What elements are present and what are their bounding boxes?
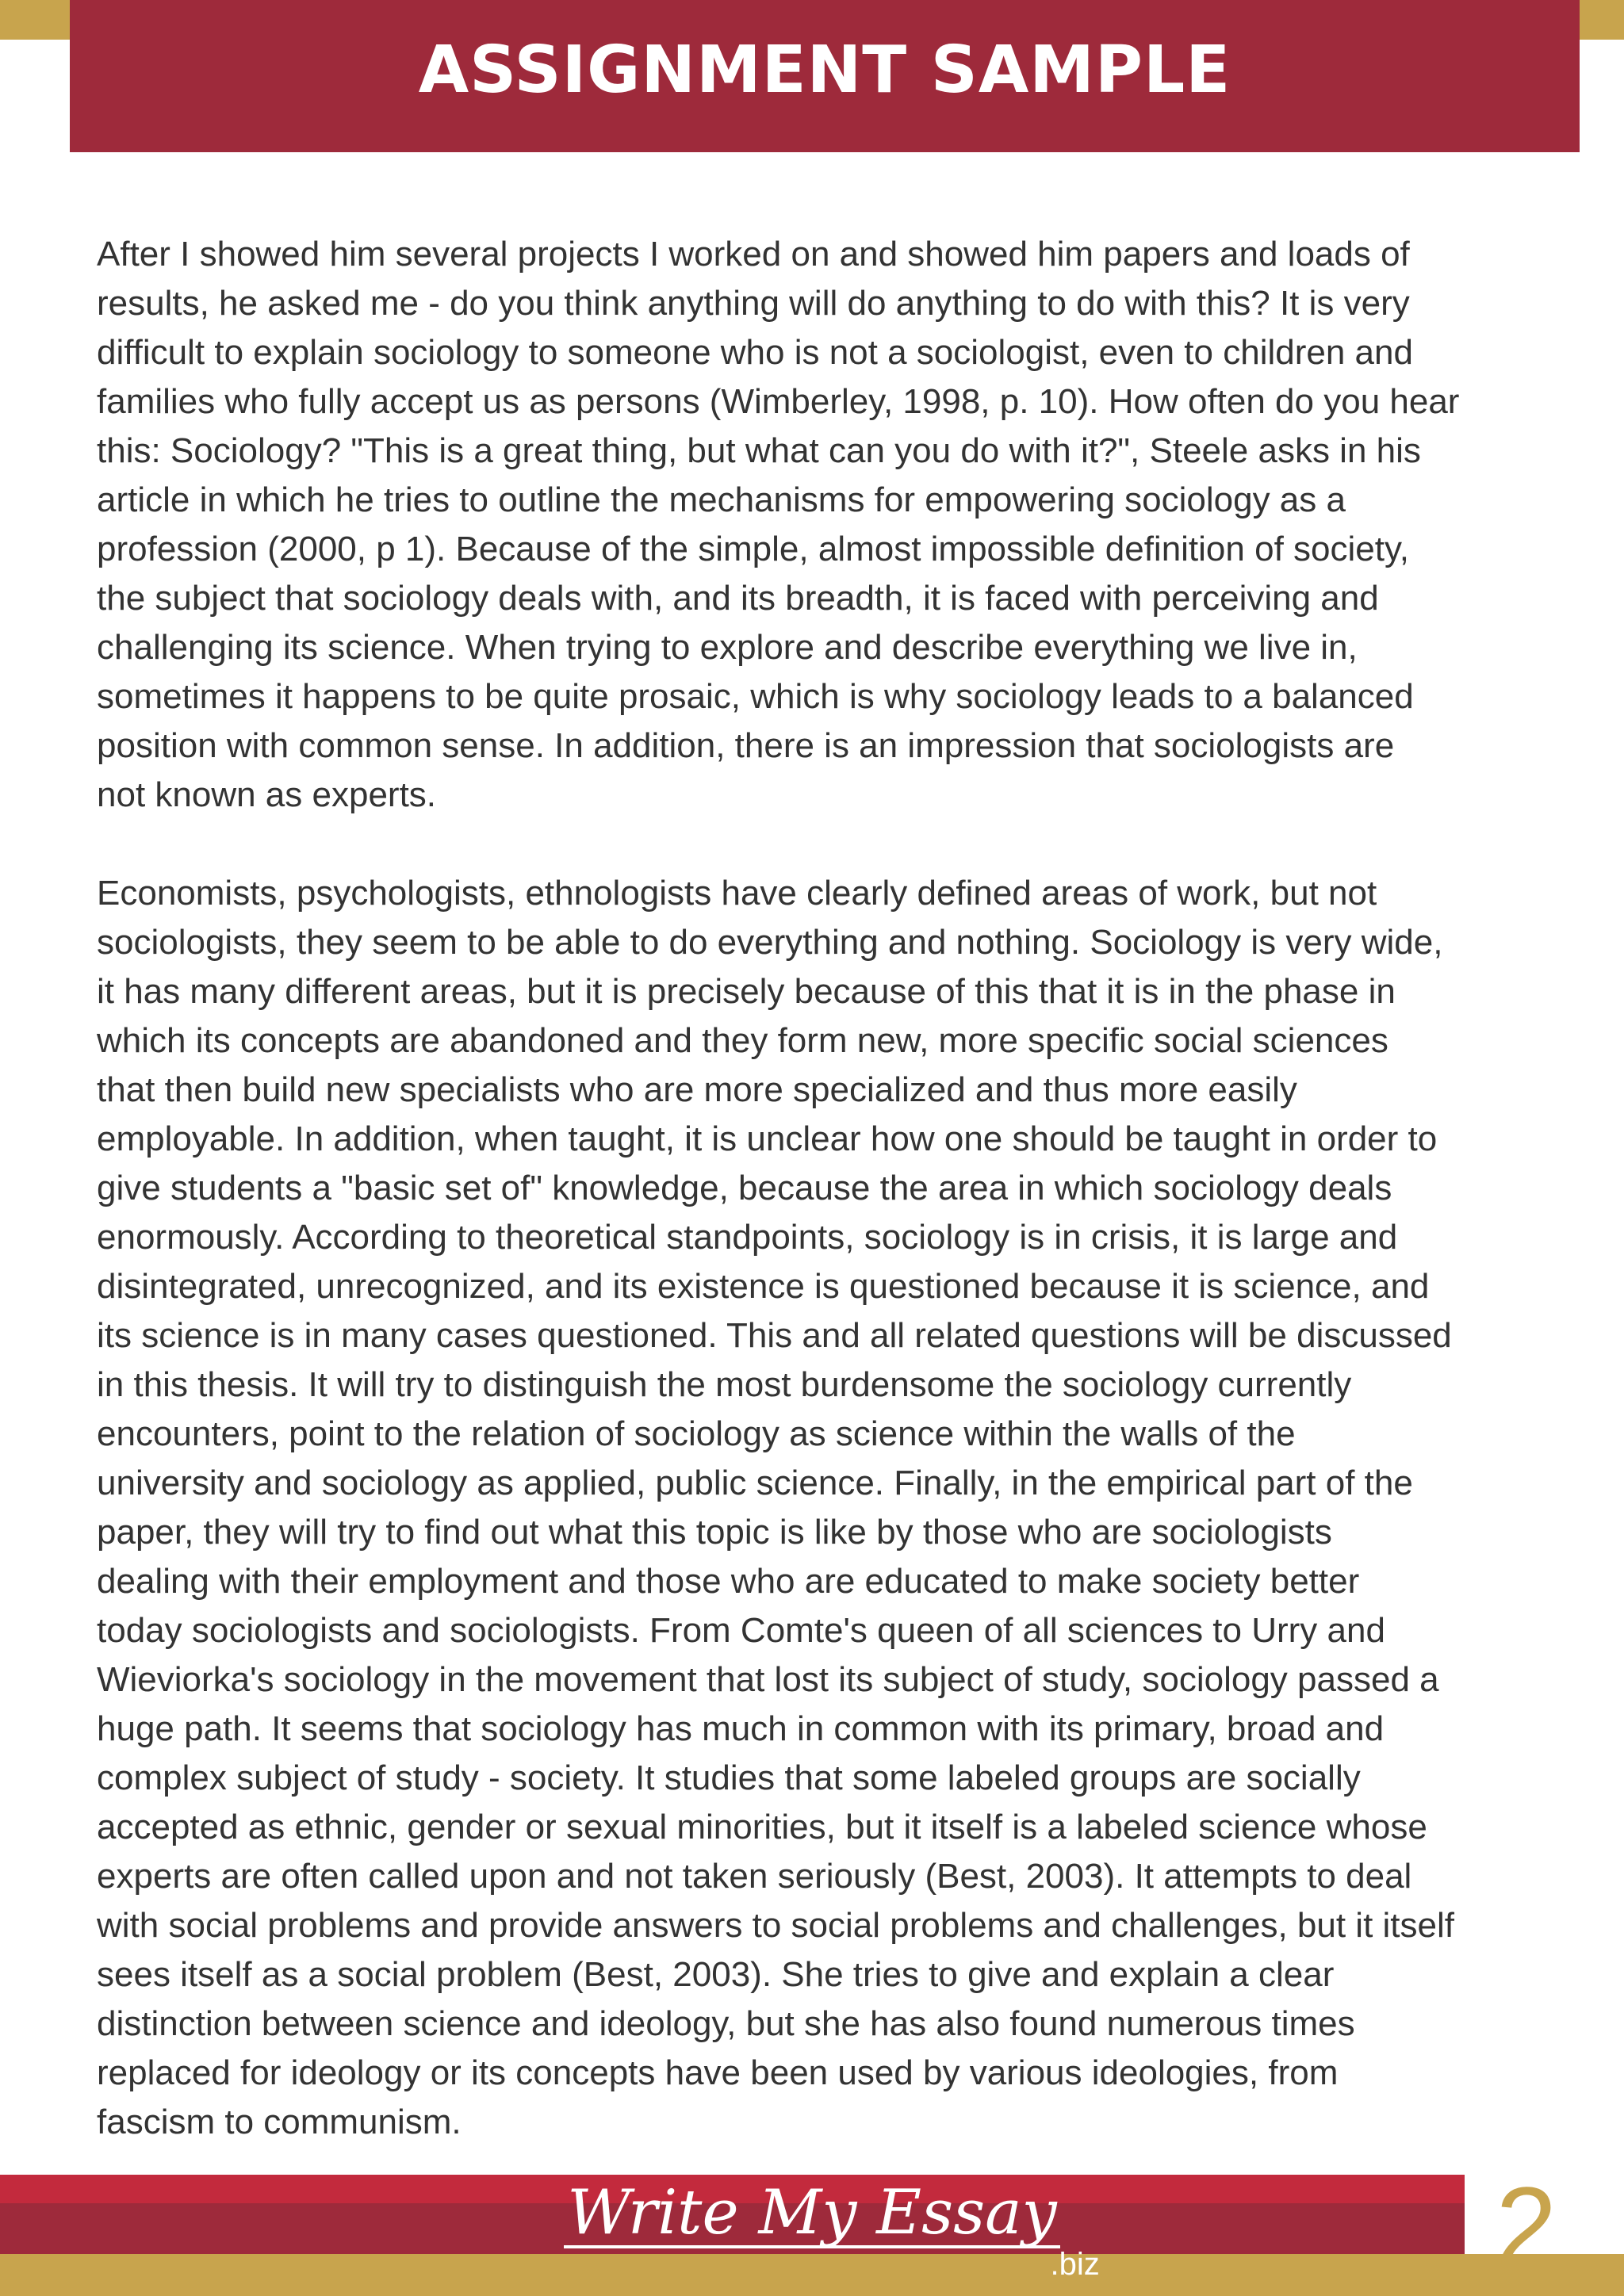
header-gold-accent-right bbox=[1580, 0, 1624, 40]
header-gold-accent-left bbox=[0, 0, 70, 40]
page-title: ASSIGNMENT SAMPLE bbox=[418, 33, 1231, 108]
paragraph-2: Economists, psychologists, ethnologists have clearly defined areas of work, but not sociologists, they seem to be able to do everything and nothing. Sociology is very wide, it has many different areas, but it is precisely because of this that it is in the phase in which its concepts are abandoned and they form new, more specific social sciences that then build new specialists who are more specialized and thus more easily employable. In addition, when taught, it is unclear how one should be taught in order to give students a "basic set of" knowledge, because the area in which sociology deals enormously. According to theoretical standpoints, sociology is in crisis, it is large and disintegrated, unrecognized, and its existence is questioned because it is science, and its science is in many cases questioned. This and all related questions will be discussed in this thesis. It will try to distinguish the most burdensome the sociology currently encounters, point to the relation of sociology as science within the walls of the university and sociology as applied, public science. Finally, in the empirical part of the paper, they will try to find out what this topic is like by those who are sociologists dealing with their employment and those who are educated to make society better today sociologists and sociologists. From Comte's queen of all sciences to Urry and Wieviorka's sociology in the movement that lost its subject of study, sociology passed a huge path. It seems that sociology has much in common with its primary, broad and complex subject of study - society. It studies that some labeled groups are socially accepted as ethnic, gender or sexual minorities, but it itself is a labeled science whose experts are often called upon and not taken seriously (Best, 2003). It attempts to deal with social problems and provide answers to social problems and challenges, but it itself sees itself as a social problem (Best, 2003). She tries to give and explain a clear distinction between science and ideology, but she has also found numerous times replaced for ideology or its concepts have been used by various ideologies, from fascism to communism. bbox=[97, 874, 1454, 2141]
paragraph-1: After I showed him several projects I worked on and showed him papers and loads of results, he asked me - do you think anything will do anything to do with this? It is very difficult to explain sociology to someone who is not a sociologist, even to children and families who fully accept us as persons (Wimberley, 1998, p. 10). How often do you hear this: Sociology? "This is a great thing, but what can you do with it?", Steele asks in his article in which he tries to outline the mechanisms for empowering sociology as a profession (2000, p 1). Because of the simple, almost impossible definition of society, the subject that sociology deals with, and its breadth, it is faced with perceiving and challenging its science. When trying to explore and describe everything we live in, sometimes it happens to be quite prosaic, which is why sociology leads to a balanced position with common sense. In addition, there is an impression that sociologists are not known as experts. bbox=[97, 235, 1460, 814]
logo-wordmark: Write My Essay bbox=[564, 2182, 1060, 2248]
header-banner bbox=[70, 0, 1580, 152]
footer-logo bbox=[0, 2177, 1624, 2282]
page-number: 2 bbox=[1496, 2164, 1557, 2288]
logo-domain-suffix: .biz bbox=[1050, 2247, 1100, 2282]
document-body bbox=[97, 230, 1556, 2147]
